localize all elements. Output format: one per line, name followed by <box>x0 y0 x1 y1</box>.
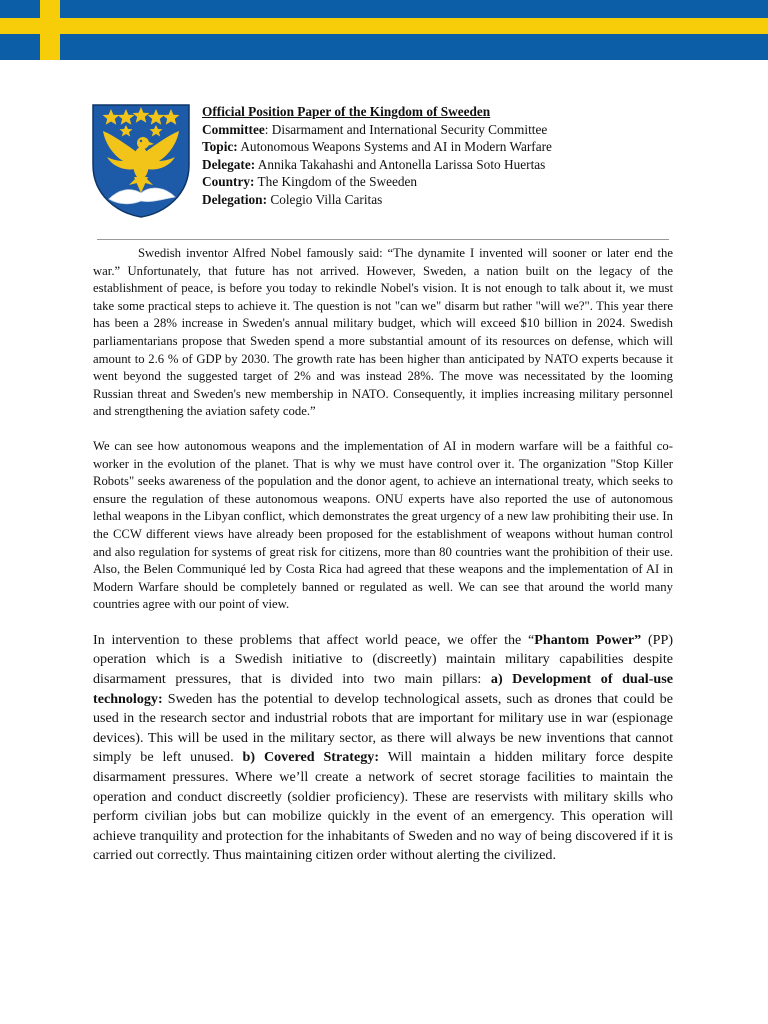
phantom-power-term: Phantom Power” <box>534 631 642 648</box>
delegate-label: Delegate: <box>202 156 256 172</box>
document-body <box>93 245 673 866</box>
topic-value: Autonomous Weapons Systems and AI in Modern Warfare <box>240 139 552 155</box>
topic-line <box>202 138 552 156</box>
country-line <box>202 173 552 191</box>
committee-label: Committee <box>202 121 265 137</box>
pillar-a-heading: a) Development of dual-use technology: <box>93 671 673 707</box>
paper-metadata <box>202 103 552 209</box>
delegate-line <box>202 156 552 174</box>
paragraph-phantom-power: In intervention to these problems that affect world peace, we offer the “Phantom Power” (PP) operation which is a Swedish initiative to (discreetly) maintain military capabilities despite disarmament pressures, that is divided into two main pillars: a) Development of dual-use technology: Sweden has the potential to develop technological assets, such as drones that could be used in the research sector and industrial robots that are important for military use in war (espionage devices). This will be used in the military sector, as there will always be new inventions that cannot simply be left unused. b) Covered Strategy: Will maintain a hidden military force despite disarmament pressures. Where we’ll create a network of secret storage facilities to maintain the operation and conduct discreetly (soldier proficiency). These are reservists with military skills who perform civilian jobs but can mobilize quickly in the event of an emergency. This operation will achieve tranquility and protection for the inhabitants of Sweden and no way of being discovered if it is carried out correctly. Thus maintaining citizen order without alerting the civilized. <box>93 631 674 864</box>
delegation-value: Colegio Villa Caritas <box>270 191 383 207</box>
pillar-b-heading: b) Covered Strategy: <box>242 749 380 766</box>
committee-line: Committee: Disarmament and International Security Committee <box>202 121 548 137</box>
delegation-label: Delegation: <box>202 191 267 207</box>
header-block <box>91 103 681 223</box>
sweden-flag-banner <box>0 0 768 60</box>
delegation-line <box>202 191 552 209</box>
country-label: Country: <box>202 174 255 190</box>
paragraph-autonomous-weapons: We can see how autonomous weapons and the implementation of AI in modern warfare will be a faithful co-worker in the evolution of the planet. That is why we must have control over it. The organization "Stop Killer Robots" seeks awareness of the population and the donor agent, to achieve an international treaty, which seeks to ensure the regulation of these autonomous weapons. ONU experts have also reported the use of autonomous lethal weapons in the Libyan conflict, which demonstrates the great urgency of a new law prohibiting their use. In the CCW different views have already been proposed for the establishment of weapons without human control and also regulation for systems of great risk for citizens, more than 80 countries want the prohibition of their use. Also, the Belen Communiqué led by Costa Rica had agreed that these weapons and the implementation of AI in Modern Warfare should be completely banned or regulated as well. We can see that around the world many countries agree with our point of view. <box>93 438 673 612</box>
committee-value: Disarmament and International Security Committee <box>271 121 548 137</box>
header-divider <box>97 239 669 240</box>
document-title: Official Position Paper of the Kingdom of Sweeden <box>202 104 491 119</box>
country-value: The Kingdom of the Sweeden <box>257 174 418 190</box>
paragraph-nobel: Swedish inventor Alfred Nobel famously said: “The dynamite I invented will sooner or later end the war.” Unfortunately, that future has not arrived. However, Sweden, a nation built on the legacy of the establishment of peace, is before you today to rekindle Nobel's vision. It is not enough to talk about it, we must take some practical steps to achieve it. The question is not "can we" disarm but rather "will we?". This year there has been a 28% increase in Sweden's annual military budget, which will exceed $10 billion in 2024. Swedish parliamentarians propose that Sweden spend a more substantial amount of its resources on defense, which will amount to 2.6 % of GDP by 2030. The growth rate has been higher than anticipated by NATO experts because it went beyond the suggested target of 2% and was instead 28%. The move was necessitated by the looming Russian threat and Sweden's new membership in NATO. Consequently, it implies increasing military personnel and strengthening the aviation safety code.” <box>93 246 673 419</box>
topic-label: Topic: <box>202 139 238 155</box>
coat-of-arms-icon <box>91 103 191 219</box>
delegate-value: Annika Takahashi and Antonella Larissa Soto Huertas <box>257 156 546 172</box>
